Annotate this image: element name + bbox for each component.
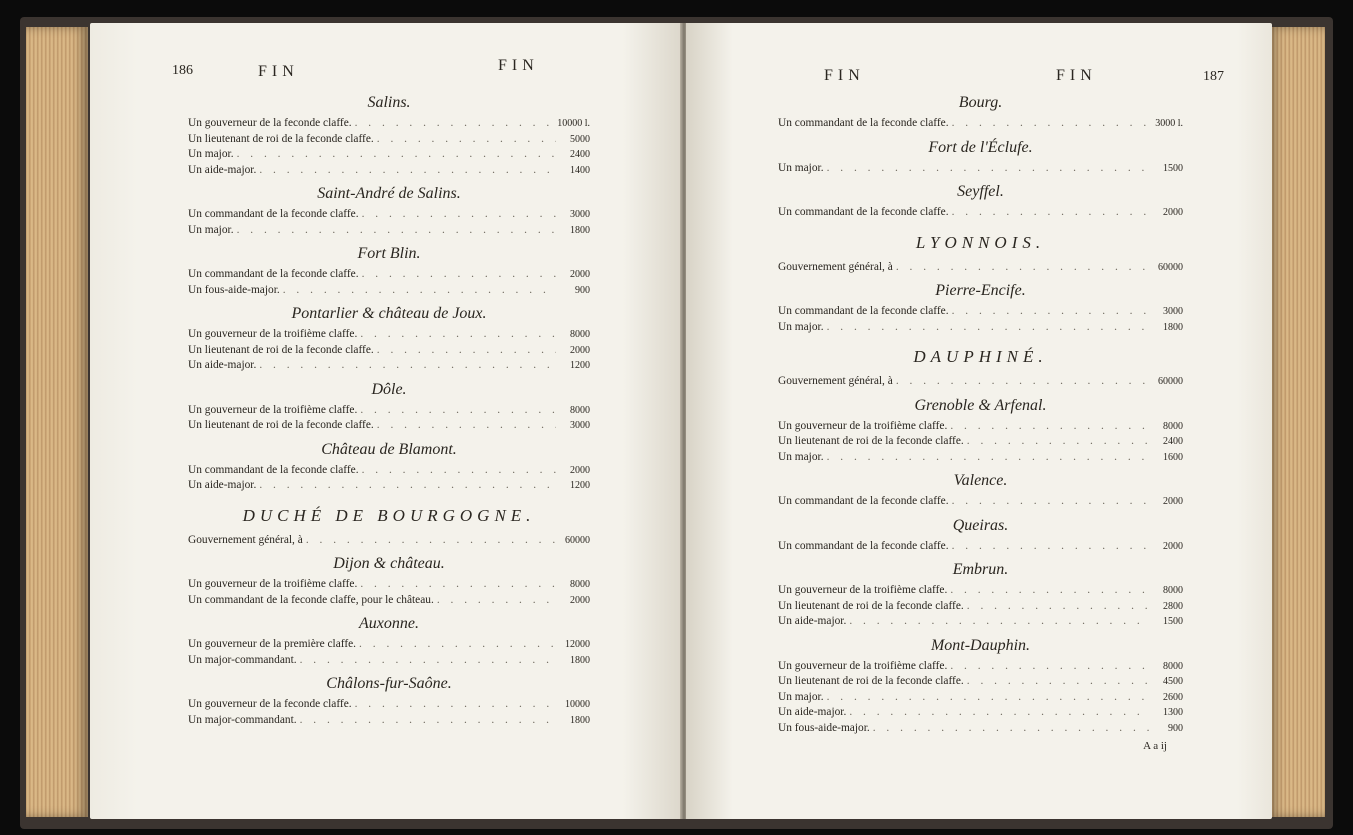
leader-dots [947, 419, 1149, 435]
entry-row [188, 577, 590, 593]
entry-row [188, 593, 590, 609]
section [778, 560, 1183, 630]
left-page-content [90, 23, 590, 819]
entry-label: Gouvernement général, à [188, 533, 303, 546]
entry-value: 8000 [570, 329, 590, 340]
section-title: Bourg. [958, 94, 1003, 111]
leader-dots [434, 593, 556, 609]
entry-value: 3000 [570, 209, 590, 220]
entry-row [778, 320, 1183, 336]
entry-label: Un major. [778, 690, 824, 703]
section-title: LYONNOIS. [915, 232, 1046, 252]
section [188, 674, 590, 728]
leader-dots [949, 494, 1149, 510]
section [188, 93, 590, 178]
leader-dots [359, 267, 556, 283]
entry-value: 1500 [1163, 616, 1183, 627]
section [778, 516, 1183, 555]
entry-label: Un aide-major. [188, 163, 257, 176]
entry-row [778, 494, 1183, 510]
entry-value: 2000 [570, 594, 590, 606]
leader-dots [824, 450, 1149, 466]
leader-dots [964, 599, 1149, 615]
entry-value: 1800 [570, 654, 590, 666]
entry-value: 2000 [1163, 207, 1183, 218]
entry-row [188, 223, 590, 239]
leader-dots [359, 207, 556, 223]
section [778, 347, 1183, 390]
section-title: Dôle. [371, 380, 407, 398]
page-edges-right [1269, 27, 1325, 817]
right-page [686, 23, 1272, 819]
entry-value: 3000 l. [1155, 118, 1183, 129]
entry-label: Un major. [778, 161, 824, 174]
leader-dots [846, 705, 1149, 721]
section-title: Pontarlier & château de Joux. [291, 305, 487, 322]
section [188, 244, 590, 298]
left-head-word-1: FIN [258, 63, 299, 80]
leader-dots [870, 721, 1149, 737]
leader-dots [356, 637, 556, 653]
entry-label: Un aide-major. [778, 706, 847, 718]
entry-row [778, 539, 1183, 555]
section-title: Dijon & château. [333, 555, 445, 572]
entry-label: Un fous-aide-major. [778, 721, 870, 734]
right-page-content [686, 23, 1224, 819]
entry-row [188, 463, 590, 479]
section-title: Pierre-Encife. [935, 282, 1026, 299]
leader-dots [256, 358, 556, 374]
entry-value: 1400 [570, 164, 590, 176]
entry-value: 1200 [570, 360, 590, 371]
entry-value: 10000 l. [557, 118, 590, 129]
entry-value: 2600 [1163, 691, 1183, 703]
entry-row [778, 599, 1183, 615]
entry-label: Un aide-major. [188, 479, 257, 491]
entry-value: 3000 [570, 420, 590, 431]
left-page-number: 186 [172, 63, 193, 78]
entry-value: 900 [1168, 722, 1183, 734]
entry-value: 1800 [570, 714, 590, 726]
leader-dots [357, 403, 556, 419]
leader-dots [846, 614, 1149, 630]
leader-dots [234, 223, 556, 239]
leader-dots [893, 374, 1149, 390]
entry-row [188, 403, 590, 419]
entry-label: Un major. [188, 223, 234, 236]
entry-value: 1500 [1163, 162, 1183, 174]
entry-value: 5000 [570, 133, 590, 145]
leader-dots [256, 478, 556, 494]
entry-label: Un commandant de la feconde claffe. [778, 539, 949, 552]
section [188, 304, 590, 374]
entry-row [778, 116, 1183, 132]
entry-value: 12000 [565, 639, 590, 650]
section-title: Grenoble & Arfenal. [914, 396, 1047, 414]
leader-dots [949, 205, 1149, 221]
entry-row [188, 132, 590, 148]
entry-label: Un commandant de la feconde claffe. [188, 268, 359, 280]
leader-dots [947, 583, 1149, 599]
entry-value: 900 [575, 284, 590, 296]
entry-label: Un gouverneur de la troifième claffe. [778, 584, 948, 596]
entry-value: 60000 [565, 534, 590, 546]
section-title: Valence. [953, 472, 1008, 489]
entry-row [778, 659, 1183, 675]
leader-dots [234, 147, 556, 163]
entry-row [778, 450, 1183, 466]
entry-label: Un gouverneur de la première claffe. [188, 638, 357, 650]
section-title: DAUPHINÉ. [913, 347, 1048, 366]
leader-dots [256, 163, 556, 179]
entry-value: 60000 [1158, 376, 1183, 387]
entry-label: Un commandant de la feconde claffe. [188, 208, 359, 220]
section [778, 471, 1183, 510]
section [188, 440, 590, 494]
entry-label: Un gouverneur de la troifième claffe. [778, 659, 948, 672]
entry-row [188, 653, 590, 669]
entry-value: 8000 [1163, 585, 1183, 596]
entry-value: 2800 [1163, 600, 1183, 612]
left-page [90, 23, 682, 819]
entry-label: Un fous-aide-major. [188, 283, 280, 296]
entry-label: Un major-commandant. [188, 713, 297, 726]
section [778, 138, 1183, 177]
left-sections [188, 93, 590, 728]
page-edges-left [26, 27, 88, 817]
entry-row [188, 478, 590, 494]
entry-label: Un major. [778, 450, 824, 463]
leader-dots [297, 653, 556, 669]
entry-label: Un lieutenant de roi de la feconde claffe. [778, 599, 964, 612]
entry-value: 3000 [1163, 306, 1183, 317]
right-head-word-1: FIN [824, 67, 865, 84]
leader-dots [374, 132, 556, 148]
section-title: Embrun. [952, 561, 1009, 578]
entry-label: Gouvernement général, à [778, 375, 893, 387]
entry-row [188, 637, 590, 653]
entry-row [188, 283, 590, 299]
book-spread [20, 17, 1333, 829]
entry-label: Un commandant de la feconde claffe, pour le château. [188, 593, 434, 606]
left-running-head [172, 57, 590, 87]
section-title: Queiras. [952, 516, 1009, 534]
entry-value: 2400 [1163, 436, 1183, 447]
leader-dots [964, 674, 1149, 690]
section-title: Fort de l'Éclufe. [928, 138, 1033, 156]
entry-label: Un aide-major. [778, 615, 847, 627]
section [778, 233, 1183, 276]
entry-row [778, 434, 1183, 450]
section [778, 396, 1183, 466]
entry-value: 1800 [1163, 321, 1183, 333]
entry-row [188, 116, 590, 132]
entry-value: 4500 [1163, 676, 1183, 687]
section-title: Salins. [367, 94, 411, 111]
leader-dots [374, 343, 556, 359]
section [188, 380, 590, 434]
entry-label: Un lieutenant de roi de la feconde claffe. [778, 435, 964, 447]
entry-label: Un gouverneur de la troifième claffe. [188, 328, 358, 340]
entry-value: 2000 [1163, 540, 1183, 552]
entry-row [778, 205, 1183, 221]
section-title: Château de Blamont. [321, 440, 457, 458]
entry-row [188, 327, 590, 343]
entry-value: 2000 [570, 464, 590, 476]
section-title: DUCHÉ DE BOURGOGNE. [242, 505, 536, 525]
leader-dots [352, 116, 556, 132]
entry-label: Un lieutenant de roi de la feconde claffe. [188, 132, 374, 145]
leader-dots [357, 577, 556, 593]
leader-dots [947, 659, 1149, 675]
leader-dots [280, 283, 556, 299]
entry-row [778, 374, 1183, 390]
leader-dots [893, 260, 1149, 276]
entry-row [188, 267, 590, 283]
right-head-word-2: FIN [1056, 67, 1097, 84]
entry-row [188, 713, 590, 729]
leader-dots [949, 539, 1149, 555]
entry-value: 10000 [565, 699, 590, 710]
entry-row [778, 304, 1183, 320]
entry-label: Un aide-major. [188, 359, 257, 371]
entry-value: 8000 [570, 404, 590, 416]
leader-dots [949, 116, 1149, 132]
entry-label: Un major. [778, 320, 824, 333]
section-title: Fort Blin. [357, 245, 421, 262]
entry-label: Un commandant de la feconde claffe. [188, 463, 359, 476]
section [188, 184, 590, 238]
entry-value: 2000 [570, 344, 590, 356]
entry-label: Un gouverneur de la troifième claffe. [188, 578, 358, 590]
entry-value: 1800 [570, 224, 590, 236]
entry-value: 8000 [570, 579, 590, 590]
section [778, 636, 1183, 737]
entry-value: 1300 [1163, 707, 1183, 718]
section-title: Mont-Dauphin. [930, 636, 1031, 654]
entry-row [188, 418, 590, 434]
entry-row [778, 674, 1183, 690]
entry-row [188, 163, 590, 179]
entry-row [778, 161, 1183, 177]
section [778, 182, 1183, 221]
leader-dots [357, 327, 556, 343]
entry-label: Un gouverneur de la feconde claffe. [188, 117, 352, 129]
entry-row [778, 583, 1183, 599]
right-running-head [778, 63, 1224, 87]
entry-value: 1200 [570, 480, 590, 491]
entry-row [188, 343, 590, 359]
entry-value: 2000 [570, 269, 590, 280]
entry-label: Un major. [188, 148, 234, 160]
entry-value: 8000 [1163, 660, 1183, 672]
entry-label: Un major-commandant. [188, 653, 297, 666]
entry-row [778, 721, 1183, 737]
section [778, 281, 1183, 335]
section [188, 614, 590, 668]
right-sections [778, 93, 1183, 736]
entry-row [778, 705, 1183, 721]
entry-value: 60000 [1158, 261, 1183, 273]
entry-label: Un gouverneur de la feconde claffe. [188, 698, 352, 710]
entry-row [188, 147, 590, 163]
entry-label: Un commandant de la feconde claffe. [778, 206, 949, 218]
entry-row [188, 533, 590, 549]
entry-row [188, 358, 590, 374]
entry-label: Un gouverneur de la troifième claffe. [778, 419, 948, 432]
leader-dots [949, 304, 1149, 320]
entry-label: Un commandant de la feconde claffe. [778, 117, 949, 129]
entry-value: 2400 [570, 149, 590, 160]
section-title: Saint-André de Salins. [317, 185, 461, 202]
entry-value: 1600 [1163, 451, 1183, 463]
entry-row [188, 697, 590, 713]
entry-label: Un lieutenant de roi de la feconde claffe. [188, 419, 374, 431]
entry-label: Un gouverneur de la troifième claffe. [188, 403, 358, 416]
entry-value: 8000 [1163, 420, 1183, 432]
leader-dots [964, 434, 1149, 450]
leader-dots [352, 697, 556, 713]
section-title: Auxonne. [359, 615, 419, 632]
leader-dots [824, 690, 1149, 706]
entry-row [778, 260, 1183, 276]
entry-row [778, 614, 1183, 630]
leader-dots [824, 161, 1149, 177]
entry-row [778, 690, 1183, 706]
entry-label: Gouvernement général, à [778, 260, 893, 273]
entry-value: 2000 [1163, 496, 1183, 507]
right-page-number: 187 [1203, 69, 1224, 84]
section [778, 93, 1183, 132]
signature-mark: A a ij [1143, 740, 1167, 752]
section-title: Seyffel. [957, 183, 1004, 200]
entry-label: Un commandant de la feconde claffe. [778, 305, 949, 317]
leader-dots [303, 533, 556, 549]
entry-row [778, 419, 1183, 435]
entry-row [188, 207, 590, 223]
leader-dots [297, 713, 556, 729]
entry-label: Un lieutenant de roi de la feconde claffe. [188, 343, 374, 356]
leader-dots [824, 320, 1149, 336]
left-head-word-2: FIN [498, 57, 539, 74]
leader-dots [374, 418, 556, 434]
section [188, 554, 590, 608]
entry-label: Un commandant de la feconde claffe. [778, 495, 949, 507]
leader-dots [359, 463, 556, 479]
entry-label: Un lieutenant de roi de la feconde claffe. [778, 675, 964, 687]
section [188, 506, 590, 549]
section-title: Châlons-fur-Saône. [326, 675, 452, 692]
